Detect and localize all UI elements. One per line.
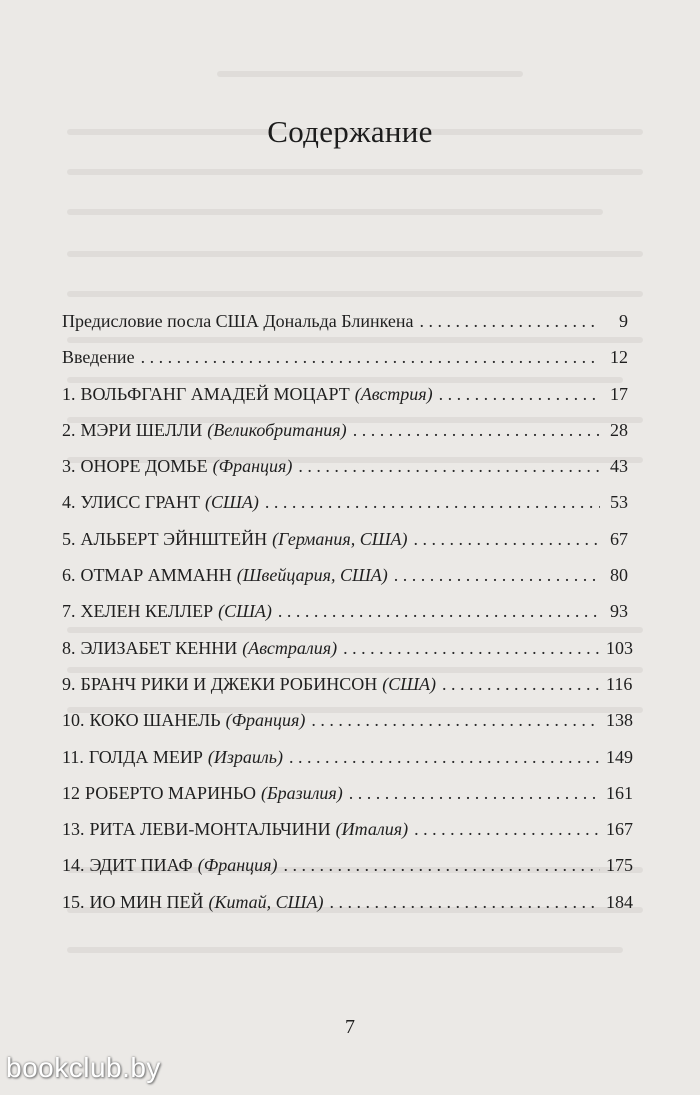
dot-leader [265,492,600,513]
toc-entry-title: ОНОРЕ ДОМЬЕ [80,456,208,477]
toc-entry [62,601,628,637]
toc-entry-country: (Австрия) [354,383,433,404]
dot-leader [284,855,601,876]
toc-entry [62,347,628,383]
toc-entry-title: ИО МИН ПЕЙ [89,891,204,912]
toc-entry-page: 138 [606,710,633,731]
toc-entry [62,420,628,456]
page-number: 7 [345,1016,355,1038]
toc-entry-page: 12 [610,347,628,368]
toc-entry-number: 10. [62,710,85,731]
toc-entry-title: РИТА ЛЕВИ-МОНТАЛЬЧИНИ [89,819,331,840]
toc-entry-title: БРАНЧ РИКИ И ДЖЕКИ РОБИНСОН [80,673,378,694]
toc-entry-title: РОБЕРТО МАРИНЬО [85,782,256,803]
dot-leader [439,384,600,405]
toc-entry-number: 8. [62,637,76,658]
page-title: Содержание [267,114,433,149]
toc-entry-title: КОКО ШАНЕЛЬ [89,710,221,731]
dot-leader [311,710,600,731]
dot-leader [442,674,600,695]
toc-entry-title: Предисловие посла США Дональда Блинкена [62,311,414,331]
toc-entry-page: 175 [606,855,633,876]
toc-entry-page: 167 [606,819,633,840]
toc-entry [62,384,628,420]
toc-entry-country: (США) [205,492,259,513]
toc-entry-country: (Великобритания) [207,419,347,440]
toc-entry [62,819,633,855]
toc-entry-page: 28 [610,419,628,440]
toc-entry-number: 13. [62,819,85,840]
toc-entry-page: 116 [606,673,633,694]
toc-entry-title: ХЕЛЕН КЕЛЛЕР [80,601,214,622]
dot-leader [343,638,600,659]
toc-entry-title: Введение [62,347,135,368]
toc-entry [62,529,628,565]
toc-entry-country: (Австралия) [242,637,338,658]
toc-entry-title: МЭРИ ШЕЛЛИ [80,419,203,440]
toc-entry-country: (Израиль) [207,746,283,767]
toc-entry-number: 14. [62,855,85,876]
toc-entry-number: 9. [62,673,76,694]
toc-entry-title: УЛИСС ГРАНТ [80,492,201,513]
toc-entry-country: (Бразилия) [260,782,343,803]
toc-entry-title: ОТМАР АММАНН [80,565,232,586]
dot-leader [141,347,600,368]
toc-entry-page: 103 [606,637,633,658]
dot-leader [298,456,600,477]
dot-leader [353,420,600,441]
dot-leader [289,747,600,768]
dot-leader [420,311,601,332]
toc-entry-page: 80 [610,565,628,586]
toc-entry-title: ЭЛИЗАБЕТ КЕННИ [80,637,238,658]
dot-leader [349,783,600,804]
toc-entry-number: 4. [62,492,76,513]
toc-entry-country: (Франция) [197,855,278,876]
toc-entry [62,492,628,528]
toc-entry [62,855,633,891]
toc-entry [62,782,633,819]
dot-leader [414,819,600,840]
toc-entry-number: 3. [62,456,76,477]
site-watermark: bookclub.by [6,1052,161,1083]
toc-entry [62,710,633,746]
toc-entry-page: 43 [610,456,628,477]
dot-leader [329,892,600,913]
toc-entry-title: АЛЬБЕРТ ЭЙНШТЕЙН [80,528,268,549]
toc-entry-title: ВОЛЬФГАНГ АМАДЕЙ МОЦАРТ [80,383,350,404]
toc-entry-page: 17 [610,383,628,404]
toc-entry-country: (Франция) [225,710,306,731]
toc-entry-page: 161 [606,782,633,803]
toc-entry-number: 1. [62,383,76,404]
dot-leader [394,565,600,586]
toc-entry-page: 93 [610,601,628,622]
toc-entry-number: 6. [62,565,76,586]
table-of-contents [62,311,633,928]
toc-entry-number: 7. [62,601,76,622]
toc-entry [62,565,628,601]
toc-entry-country: (Швейцария, США) [236,565,388,586]
toc-entry [62,673,633,710]
toc-entry [62,456,628,492]
toc-entry-country: (Германия, США) [272,528,408,549]
toc-entry-page: 9 [619,311,628,331]
dot-leader [413,529,600,550]
toc-entry-number: 15. [62,891,85,912]
toc-entry-page: 67 [610,528,628,549]
toc-entry-country: (США) [218,601,272,622]
toc-entry [62,311,628,347]
toc-entry-page: 53 [610,492,628,513]
toc-entry-country: (Италия) [335,819,409,840]
toc-entry [62,891,633,928]
toc-entry-country: (Франция) [212,456,293,477]
toc-entry-number: 11. [62,746,84,767]
toc-entry [62,746,633,783]
toc-entry-number: 12 [62,782,80,803]
toc-entry-number: 2. [62,419,76,440]
toc-entry-country: (Китай, США) [208,891,324,912]
toc-entry-page: 184 [606,891,633,912]
toc-entry [62,637,633,674]
dot-leader [278,601,600,622]
toc-entry-country: (США) [382,673,436,694]
toc-entry-number: 5. [62,528,76,549]
toc-entry-title: ЭДИТ ПИАФ [89,855,193,876]
toc-entry-page: 149 [606,746,633,767]
toc-entry-title: ГОЛДА МЕИР [88,746,203,767]
